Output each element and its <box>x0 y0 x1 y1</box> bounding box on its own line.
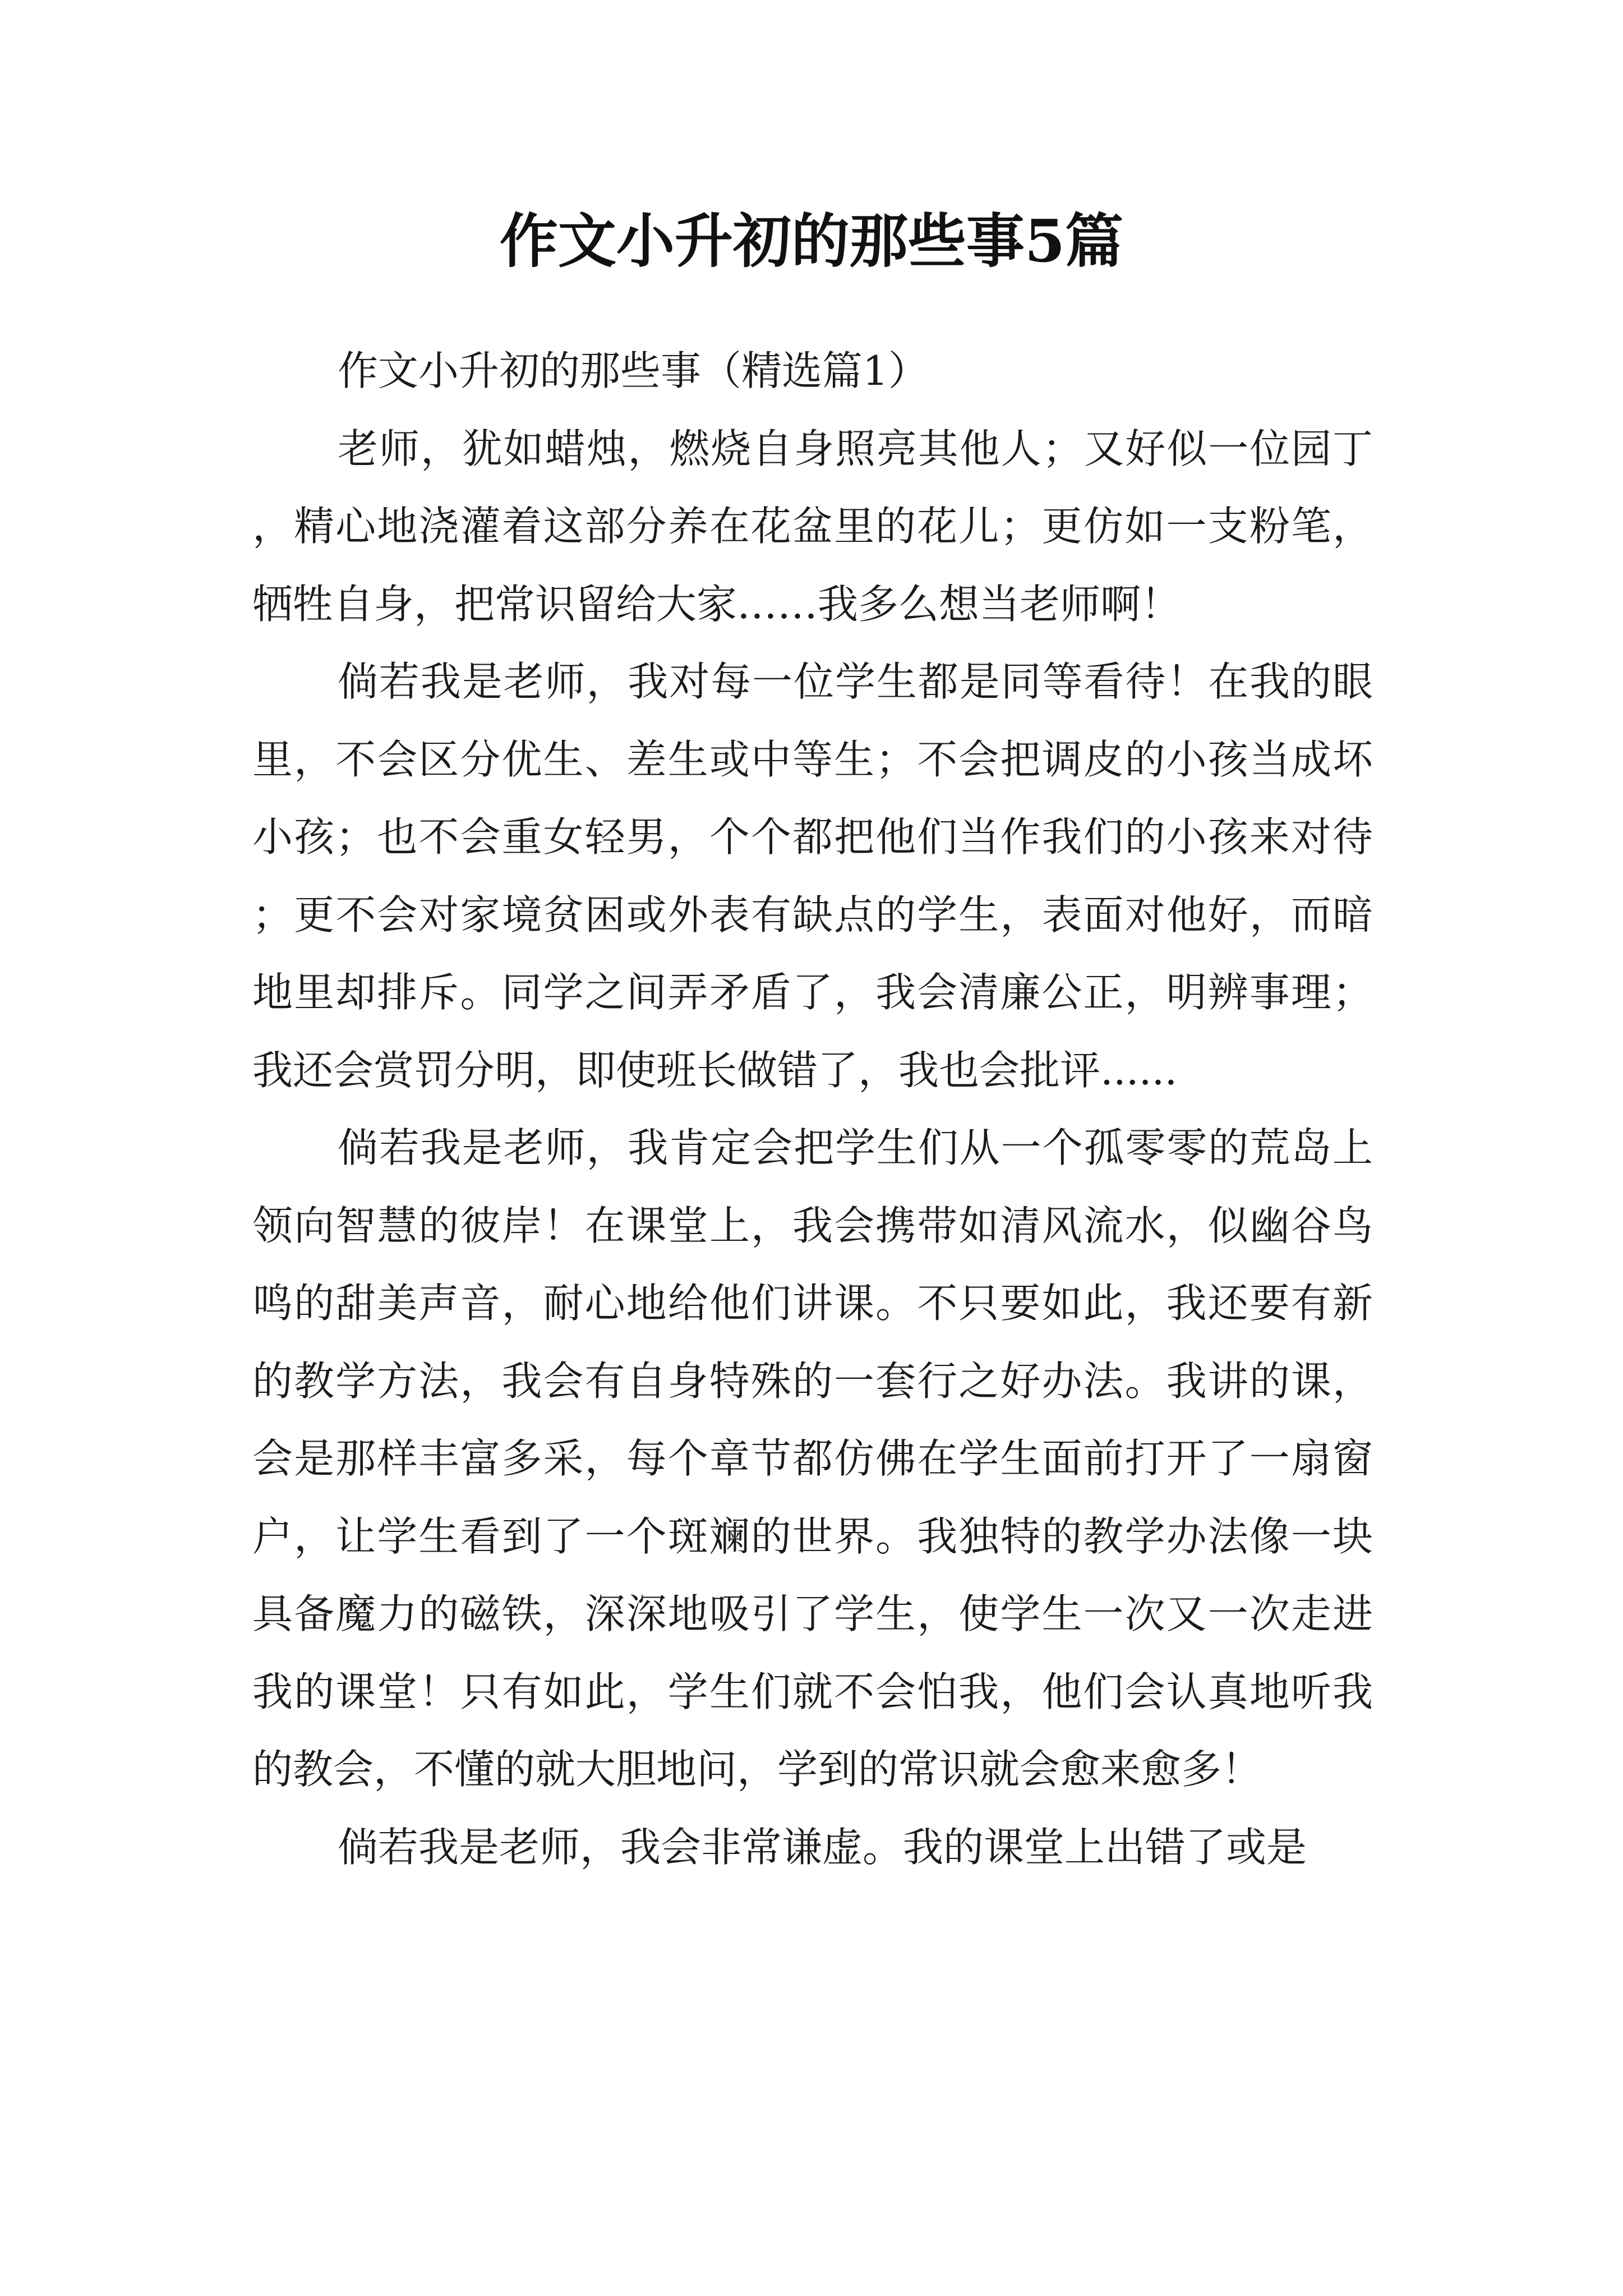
paragraph: 倘若我是老师，我肯定会把学生们从一个孤零零的荒岛上领向智慧的彼岸！在课堂上，我会携带如清风流水，似幽谷鸟鸣的甜美声音，耐心地给他们讲课。不只要如此，我还要有新的教学方法，我会有自身特殊的一套行之好办法。我讲的课，会是那样丰富多采，每个章节都仿佛在学生面前打开了一扇窗户，让学生看到了一个斑斓的世界。我独特的教学办法像一块具备魔力的磁铁，深深地吸引了学生，使学生一次又一次走进我的课堂！只有如此，学生们就不会怕我，他们会认真地听我的教会，不懂的就大胆地问，学到的常识就会愈来愈多！ <box>252 1124 1373 1793</box>
paragraph: 倘若我是老师，我对每一位学生都是同等看待！在我的眼里，不会区分优生、差生或中等生；不会把调皮的小孩当成坏小孩；也不会重女轻男，个个都把他们当作我们的小孩来对待；更不会对家境贫困或外表有缺点的学生，表面对他好，而暗地里却排斥。同学之间弄矛盾了，我会清廉公正，明辨事理；我还会赏罚分明，即使班长做错了，我也会批评...... <box>252 658 1373 1094</box>
document-body <box>252 332 1373 1886</box>
section-heading: 作文小升初的那些事（精选篇1） <box>338 347 929 394</box>
document-title: 作文小升初的那些事5篇 <box>499 206 1124 275</box>
paragraph: 倘若我是老师，我会非常谦虚。我的课堂上出错了或是 <box>338 1823 1307 1871</box>
paragraph: 老师，犹如蜡烛，燃烧自身照亮其他人；又好似一位园丁，精心地浇灌着这部分养在花盆里的花儿；更仿如一支粉笔，牺牲自身，把常识留给大家……我多么想当老师啊！ <box>252 425 1373 628</box>
